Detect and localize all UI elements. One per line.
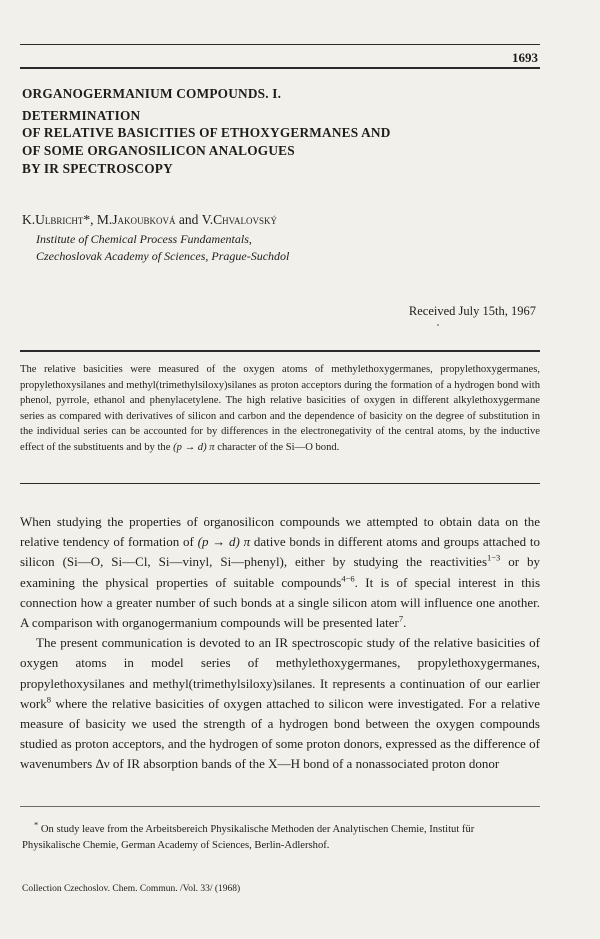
title-line-2: DETERMINATION bbox=[22, 108, 141, 123]
text-run: where the relative basicities of oxygen attached to silicon were investigated. For a relative measure of basicity we used the strength of a hydrogen bond between the oxygen compounds studied as proton acceptors, and the hydrogen of some proton donors, expressed as the difference of wavenumbers Δν of IR absorption bands of the X—H bond of a nonassociated proton donor bbox=[20, 695, 540, 772]
institute-line-1: Institute of Chemical Process Fundamentals, bbox=[36, 232, 252, 246]
top-rule bbox=[20, 44, 540, 45]
author-separator: and bbox=[175, 212, 202, 227]
paragraph-1 bbox=[20, 512, 540, 633]
citation-ref: 1−3 bbox=[487, 553, 501, 564]
abstract-bottom-rule bbox=[20, 483, 540, 484]
header-rule bbox=[20, 67, 540, 69]
citation-ref: 7 bbox=[398, 613, 404, 624]
author-1: K.Ulbricht bbox=[22, 212, 84, 227]
page-number: 1693 bbox=[512, 50, 538, 65]
citation-ref: 4−6 bbox=[341, 573, 355, 584]
body-text bbox=[20, 512, 540, 775]
print-speck bbox=[437, 324, 439, 326]
footnote-mark: * bbox=[34, 819, 39, 830]
math-run: (p → d) π bbox=[197, 534, 251, 550]
text-run: When studying the properties of organosilicon compounds we attempted to obtain data on the relative tendency of formation of bbox=[20, 514, 540, 550]
text-run: . bbox=[403, 615, 407, 631]
author-3: V.Chvalovský bbox=[201, 212, 277, 227]
journal-citation: Collection Czechoslov. Chem. Commun. /Vol. 33/ (1968) bbox=[22, 884, 241, 894]
paragraph-2 bbox=[20, 633, 540, 774]
abstract bbox=[20, 362, 540, 456]
title-line-4: OF SOME ORGANOSILICON ANALOGUES bbox=[22, 143, 295, 158]
text-run: The present communication is devoted to an IR spectroscopic study of the relative basicities of oxygen atoms in model series of methylethoxygermanes, propylethoxygermanes, propylethoxysilanes and methyl(trimethylsiloxy)silanes. It represents a continuation of our earlier work bbox=[20, 635, 540, 711]
footnote-text: On study leave from the Arbeitsbereich Physikalische Methoden der Analytischen Chemie, Institut für Physikalische Chemie, German Academy of Sciences, Berlin-Adlershof. bbox=[22, 824, 475, 851]
text-run: . It is of special interest in this connection how a greater number of such bonds at a single silicon atom will influence one another. A comparison with organogermanium compounds will be presented later bbox=[20, 574, 540, 631]
abstract-text-end: character of the Si—O bond. bbox=[214, 441, 340, 453]
title-line-1: ORGANOGERMANIUM COMPOUNDS. I. bbox=[22, 86, 282, 101]
abstract-math: (p → d) π bbox=[173, 441, 215, 453]
author-separator: , bbox=[90, 212, 97, 227]
abstract-text: The relative basicities were measured of the oxygen atoms of methylethoxygermanes, propylethoxygermanes, propylethoxysilanes and methyl(trimethylsiloxy)silanes as proton acceptors during the formation of a hydrogen bond with phenol, pyrrole, ethanol and phenylacetylene. The high relative basicities of oxygen in different alkylethoxygermane series as compared with derivatives of silicon and carbon and the dependence of basicity on the degree of substitution in the individual series can be accounted for by differences in the electronegativity of the central atoms, by the inductive effect of the substituents and by the bbox=[20, 364, 540, 453]
institute-line-2: Czechoslovak Academy of Sciences, Prague-Suchdol bbox=[36, 249, 290, 263]
received-date: Received July 15th, 1967 bbox=[408, 304, 536, 318]
title-line-3: OF RELATIVE BASICITIES OF ETHOXYGERMANES AND bbox=[22, 125, 391, 140]
text-run: or by examining the physical properties of suitable compounds bbox=[20, 554, 540, 590]
abstract-top-rule bbox=[20, 350, 540, 352]
text-run: dative bonds in different atoms and groups attached to silicon (Si—O, Si—Cl, Si—vinyl, Si—phenyl), either by studying the reactivities bbox=[20, 534, 540, 570]
footnote-paragraph bbox=[22, 819, 532, 854]
footnote bbox=[22, 819, 532, 854]
author-1-footnote-mark: * bbox=[83, 212, 91, 227]
author-2: M.Jakoubková bbox=[96, 212, 176, 227]
footnote-rule bbox=[20, 806, 540, 807]
author-list bbox=[22, 212, 277, 228]
citation-ref: 8 bbox=[46, 694, 51, 705]
title-line-5: BY IR SPECTROSCOPY bbox=[22, 161, 173, 176]
